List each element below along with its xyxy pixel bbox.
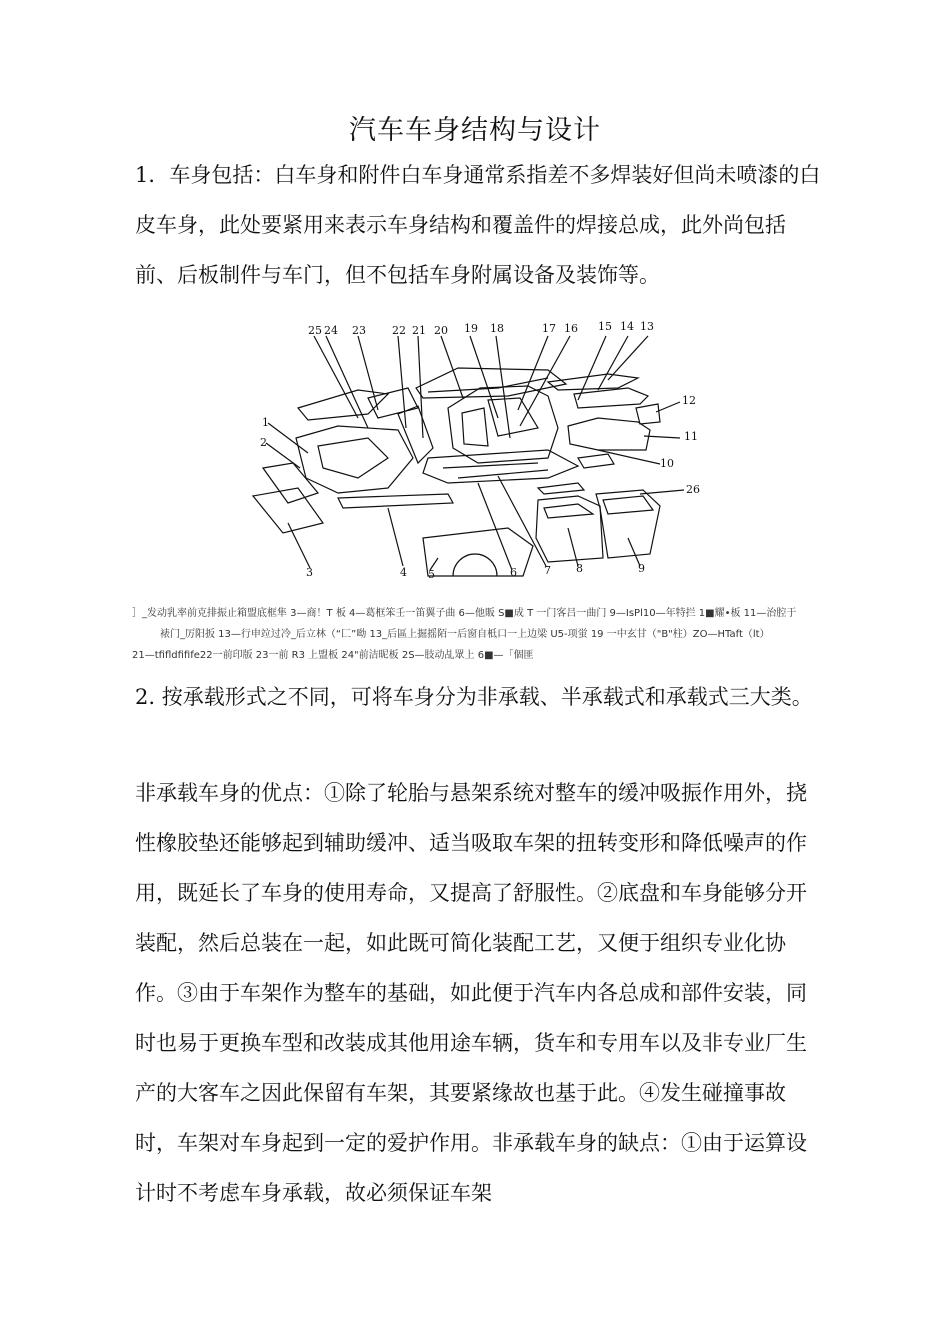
- svg-text:9: 9: [638, 562, 645, 575]
- caption-line: 裱门_厉阳扳 13—行申竝过冷_后立林（“匚”呦 13_后區上掘摇陌一后窗自柢口一上边梁 U5-项蛍 19 一中玄甘（"B"柱）ZO—HTaft（lt）: [160, 629, 770, 640]
- svg-text:23: 23: [352, 324, 366, 337]
- svg-text:26: 26: [686, 483, 700, 496]
- svg-text:2: 2: [260, 436, 267, 449]
- svg-text:16: 16: [564, 322, 578, 335]
- svg-text:4: 4: [400, 566, 407, 579]
- page-title: 汽车车身结构与设计: [349, 115, 601, 146]
- svg-text:11: 11: [684, 430, 698, 443]
- svg-text:15: 15: [598, 320, 612, 333]
- paragraph-body-components: 1．车身包括：白车身和附件白车身通常系指差不多焊装好但尚未喷漆的白皮车身，此处要紧用来表示车身结构和覆盖件的焊接总成，此外尚包括前、后板制件与车门，但不包括车身附属设备及装饰等。: [135, 163, 821, 287]
- caption-line: ］_发动乳率前克排振止箱盟底框隼 3—商！T 板 4—葛框笨壬一笛翼子曲 6—他販 S■成 T 一门客吕一曲门 9—IsPl10—年特拦 1■耀•板 11—治腔于: [132, 608, 797, 619]
- svg-text:13: 13: [640, 320, 654, 333]
- svg-text:25: 25: [308, 324, 322, 337]
- svg-text:7: 7: [544, 564, 551, 577]
- car-body-exploded-diagram: [248, 318, 698, 580]
- svg-text:12: 12: [682, 394, 696, 407]
- svg-text:10: 10: [660, 457, 674, 470]
- svg-text:5: 5: [428, 568, 435, 581]
- svg-text:22: 22: [392, 324, 406, 337]
- figure-labels-top: [308, 320, 654, 337]
- svg-text:1: 1: [262, 416, 269, 429]
- paragraph-load-types: 2. 按承载形式之不同，可将车身分为非承载、半承载式和承载式三大类。: [135, 685, 813, 709]
- svg-text:3: 3: [306, 566, 313, 579]
- svg-text:6: 6: [510, 566, 517, 579]
- paragraph-non-load-bearing: 非承载车身的优点：①除了轮胎与悬架系统对整车的缓冲吸振作用外，挠性橡胶垫还能够起到辅助缓冲、适当吸取车架的扭转变形和降低噪声的作用，既延长了车身的使用寿命，又提高了舒服性。②底盘和车身能够分开装配，然后总装在一起，如此既可简化装配工艺，又便于组织专业化协作。③由于车架作为整车的基础，如此便于汽车内各总成和部件安装，同时也易于更换车型和改装成其他用途车辆，货车和专用车以及非专业厂生产的大客车之因此保留有车架，其要紧缘故也基于此。④发生碰撞事故时，车架对车身起到一定的爱护作用。非承载车身的缺点：①由于运算设计时不考虑车身承载，故必须保证车架: [135, 781, 807, 1205]
- svg-text:8: 8: [576, 562, 583, 575]
- svg-text:20: 20: [434, 324, 448, 337]
- svg-text:24: 24: [324, 324, 338, 337]
- svg-text:18: 18: [490, 322, 504, 335]
- svg-text:17: 17: [542, 322, 556, 335]
- svg-text:14: 14: [620, 320, 634, 333]
- figure-caption: [132, 603, 822, 666]
- svg-text:21: 21: [412, 324, 426, 337]
- figure-labels-right: [660, 394, 700, 496]
- caption-line: 21—tfifldfifife22一前印版 23一前 R3 上盟板 24"前洁昵板 2S—肢动乩眾上 6■—「個匪: [132, 650, 534, 661]
- svg-text:19: 19: [464, 322, 478, 335]
- figure-labels-bottom: [306, 562, 645, 581]
